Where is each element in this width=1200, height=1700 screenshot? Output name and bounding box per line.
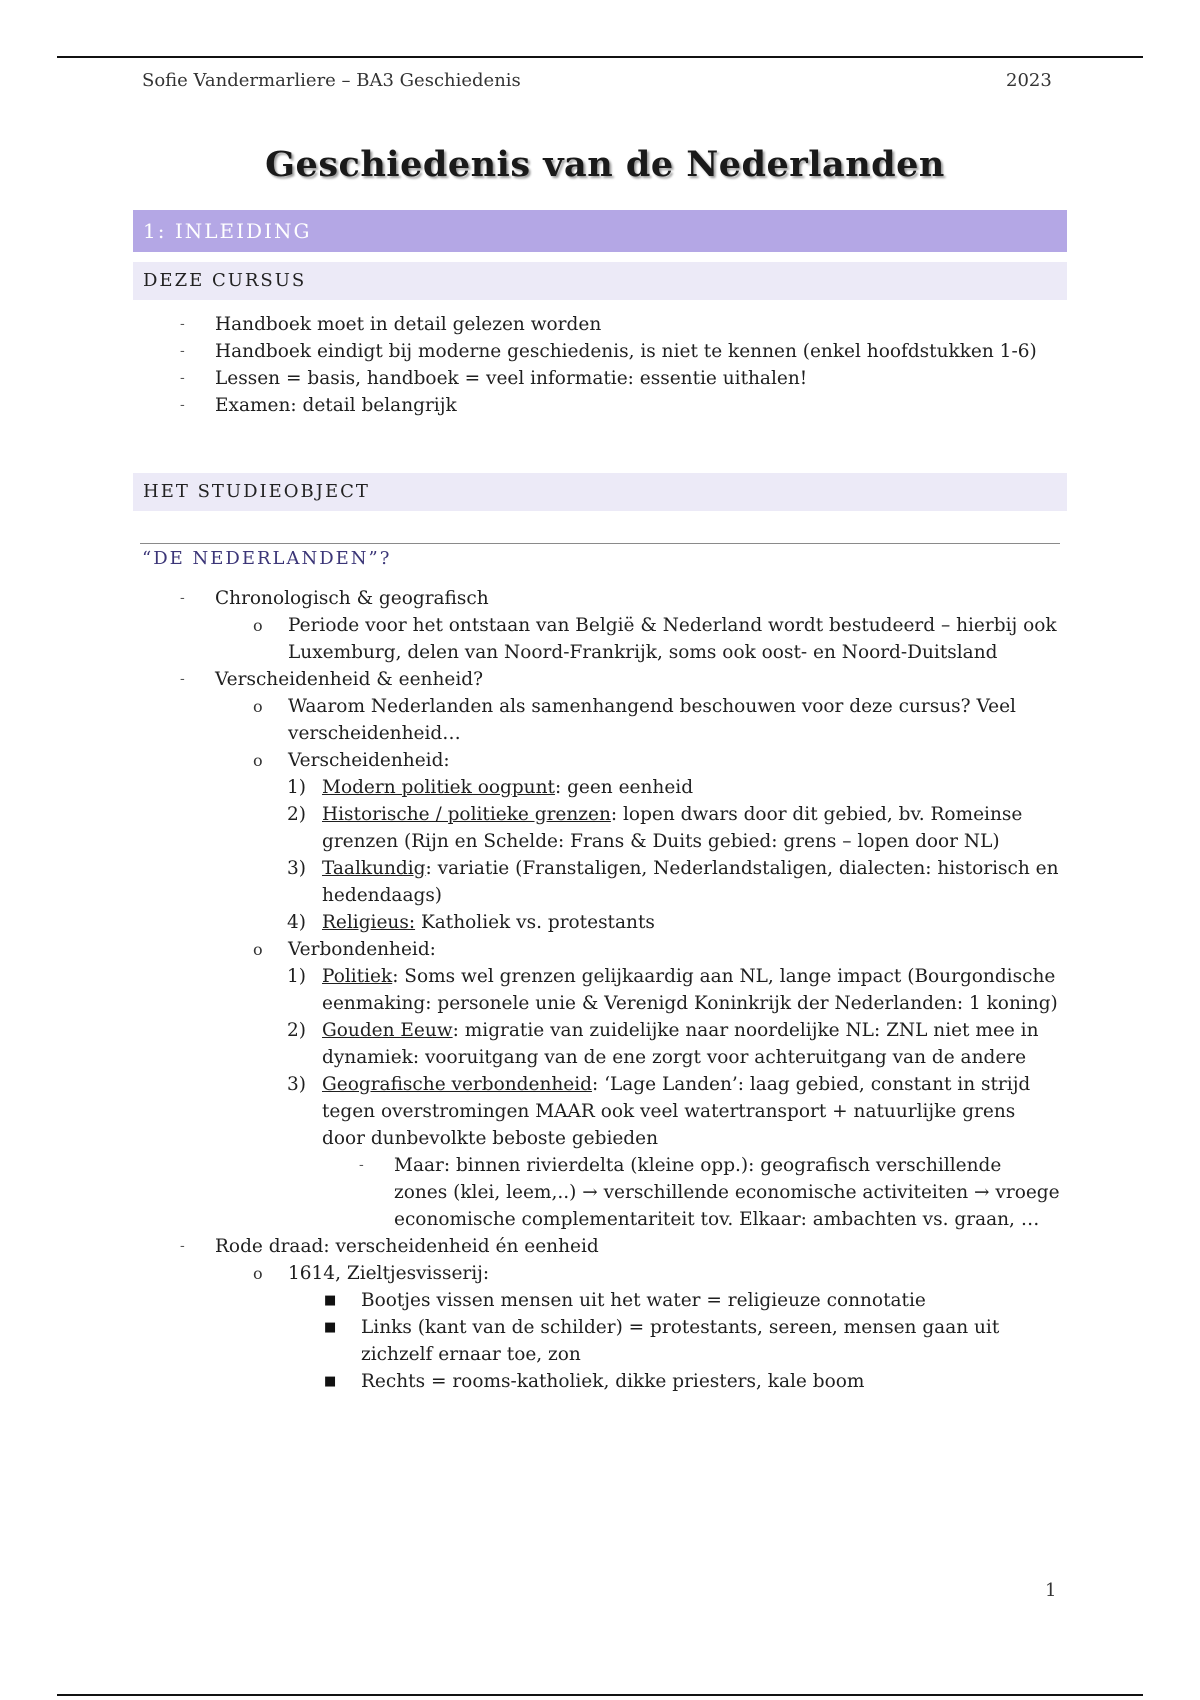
chapter-heading: 1: INLEIDING	[133, 210, 1067, 252]
square-bullet-icon: ■	[324, 1320, 337, 1335]
numbered-item: 1) Modern politiek oogpunt: geen eenheid	[287, 777, 694, 798]
list-item: o Periode voor het ontstaan van België & Nederland wordt bestudeerd – hierbij ook Luxemburg, delen van Noord-Frankrijk, soms ook oost- en Noord-Duitsland	[0, 612, 1200, 666]
numbered-item: 4) Religieus: Katholiek vs. protestants	[287, 912, 655, 933]
footer-rule	[57, 1694, 1143, 1696]
section-deze-cursus-list	[0, 311, 1200, 419]
subheading-de-nederlanden: “DE NEDERLANDEN”?	[142, 548, 392, 569]
header-year: 2023	[1006, 70, 1052, 91]
list-item-rode-draad: - Rode draad: verscheidenheid én eenheid	[0, 1233, 1200, 1260]
list-item-verbondenheid: o Verbondenheid:	[0, 936, 1200, 963]
list-item: - Handboek eindigt bij moderne geschiedenis, is niet te kennen (enkel hoofdstukken 1-6)	[0, 338, 1200, 365]
list-item: - Lessen = basis, handboek = veel informatie: essentie uithalen!	[0, 365, 1200, 392]
list-item: - Maar: binnen rivierdelta (kleine opp.): geografisch verschillende zones (klei, leem,..) → verschillende economische activiteiten → vroege economische complementariteit tov. Elkaar: ambachten vs. graan, …	[0, 1152, 1200, 1233]
numbered-item: 2) Historische / politieke grenzen: lopen dwars door dit gebied, bv. Romeinse grenzen (Rijn en Schelde: Frans & Duits gebied: grens – lopen door NL)	[287, 804, 1023, 852]
list-item: o Waarom Nederlanden als samenhangend beschouwen voor deze cursus? Veel verscheidenheid…	[0, 693, 1200, 747]
dash-bullet-icon: -	[180, 590, 185, 606]
section-heading-studieobject: HET STUDIEOBJECT	[133, 473, 1067, 511]
numbered-item: 1) Politiek: Soms wel grenzen gelijkaardig aan NL, lange impact (Bourgondische eenmaking: personele unie & Verenigd Koninkrijk der Nederlanden: 1 koning)	[287, 966, 1058, 1014]
circle-bullet-icon: o	[253, 616, 263, 635]
list-item: ■ Bootjes vissen mensen uit het water = religieuze connotatie	[0, 1287, 1200, 1314]
dash-bullet-icon: -	[359, 1157, 364, 1173]
subheading-rule	[140, 543, 1060, 544]
dash-bullet-icon: -	[180, 343, 185, 359]
document-title: Geschiedenis van de Nederlanden	[265, 144, 945, 185]
circle-bullet-icon: o	[253, 1264, 263, 1283]
header-author: Sofie Vandermarliere – BA3 Geschiedenis	[142, 70, 521, 91]
circle-bullet-icon: o	[253, 751, 263, 770]
header-rule	[57, 56, 1143, 58]
circle-bullet-icon: o	[253, 940, 263, 959]
page-number: 1	[1045, 1580, 1057, 1601]
section-studieobject-list	[0, 585, 1200, 1395]
circle-bullet-icon: o	[253, 697, 263, 716]
list-item-verscheidenheid: o Verscheidenheid:	[0, 747, 1200, 774]
square-bullet-icon: ■	[324, 1374, 337, 1389]
numbered-item: 3) Geografische verbondenheid: ‘Lage Landen’: laag gebied, constant in strijd tegen overstromingen MAAR ook veel watertransport + natuurlijke grens door dunbevolkte beboste gebieden	[287, 1074, 1031, 1149]
dash-bullet-icon: -	[180, 397, 185, 413]
list-item: ■ Rechts = rooms-katholiek, dikke priesters, kale boom	[0, 1368, 1200, 1395]
list-item-verscheidenheid-eenheid: - Verscheidenheid & eenheid?	[0, 666, 1200, 693]
dash-bullet-icon: -	[180, 370, 185, 386]
dash-bullet-icon: -	[180, 316, 185, 332]
dash-bullet-icon: -	[180, 671, 185, 687]
numbered-item: 3) Taalkundig: variatie (Franstaligen, Nederlandstaligen, dialecten: historisch en hedendaags)	[287, 858, 1059, 906]
section-heading-deze-cursus: DEZE CURSUS	[133, 262, 1067, 300]
list-item-chronologisch: - Chronologisch & geografisch	[0, 585, 1200, 612]
square-bullet-icon: ■	[324, 1293, 337, 1308]
list-item: ■ Links (kant van de schilder) = protestants, sereen, mensen gaan uit zichzelf ernaar toe, zon	[0, 1314, 1200, 1368]
list-item: - Handboek moet in detail gelezen worden	[0, 311, 1200, 338]
numbered-item: 2) Gouden Eeuw: migratie van zuidelijke naar noordelijke NL: ZNL niet mee in dynamiek: vooruitgang van de ene zorgt voor achteruitgang van de andere	[287, 1020, 1039, 1068]
dash-bullet-icon: -	[180, 1238, 185, 1254]
list-item: o 1614, Zieltjesvisserij:	[0, 1260, 1200, 1287]
list-item: - Examen: detail belangrijk	[0, 392, 1200, 419]
